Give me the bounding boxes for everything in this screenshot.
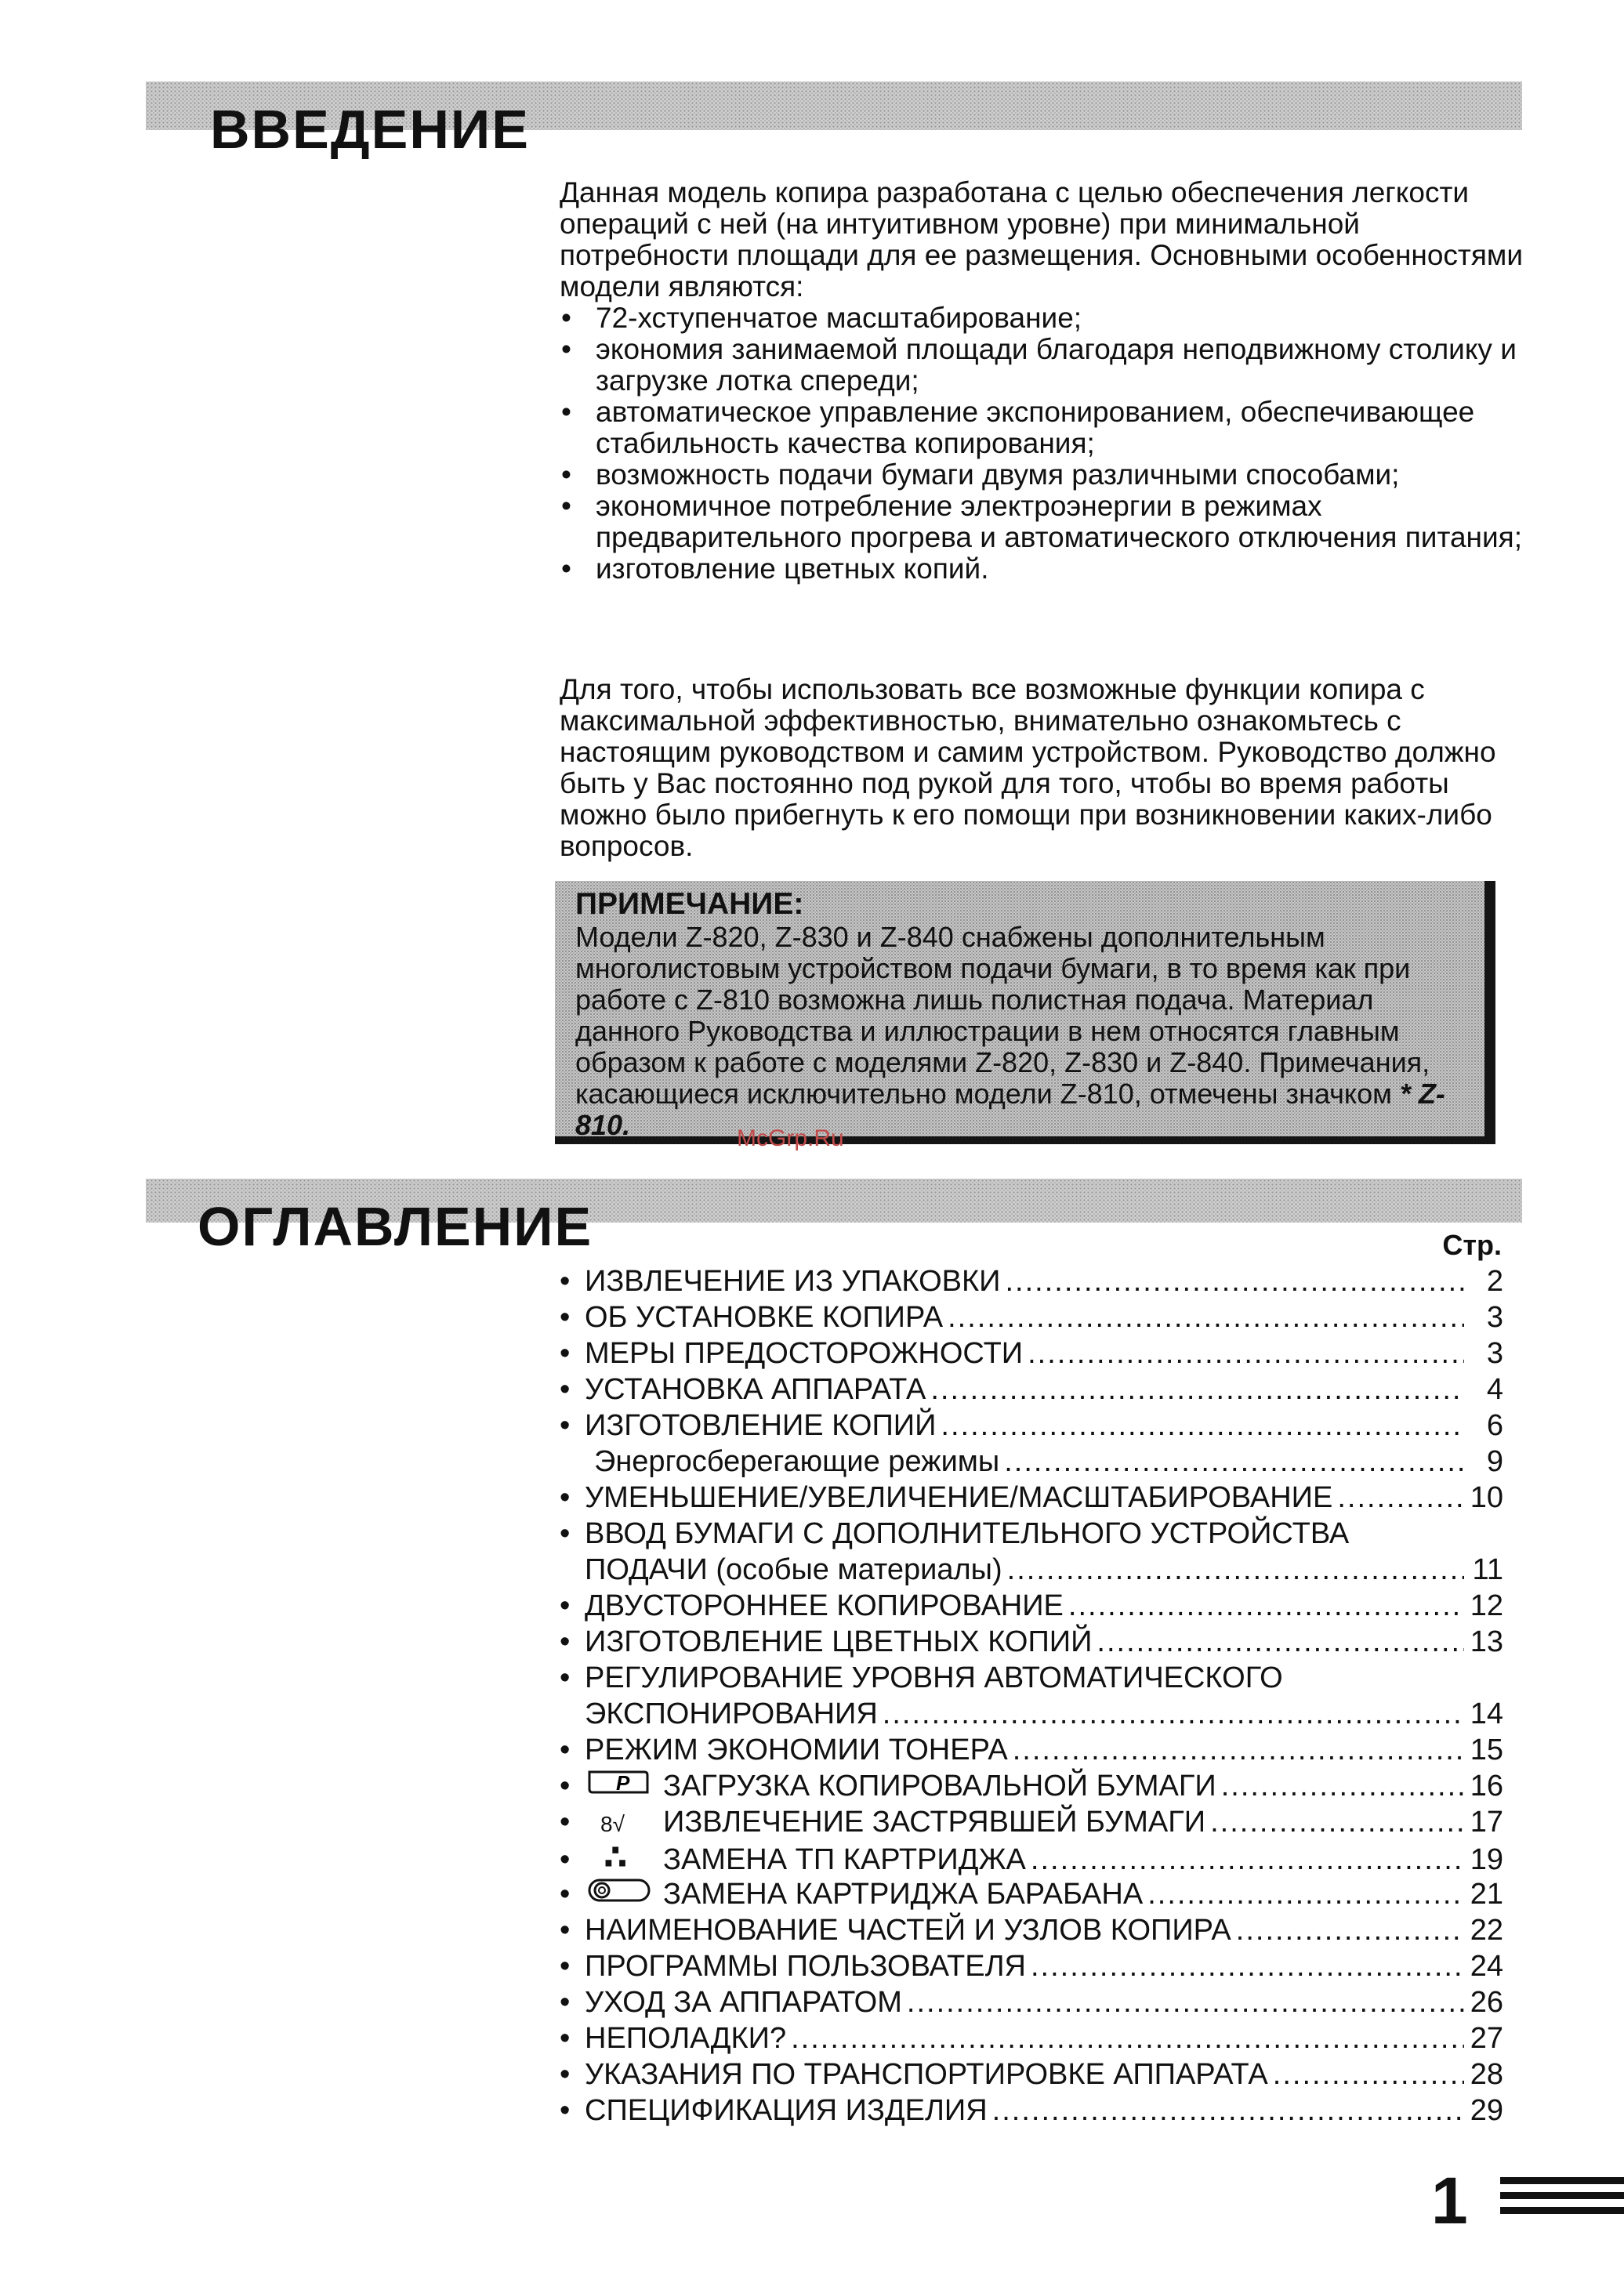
toc-item-label: ЭКСПОНИРОВАНИЯ [585, 1697, 878, 1730]
watermark: McGrp.Ru [737, 1125, 844, 1151]
intro-paragraph-2: Для того, чтобы использовать все возможные функции копира с максимальной эффективностью, внимательно ознакомьтесь с настоящим руководством и самим устройством. Руководство должно быть у Вас постоянно под рукой для того, чтобы во время работы можно было прибегнуть к его помощи при возникновении каких-либо вопросов. [560, 673, 1496, 862]
toc-item-page: 12 [1470, 1589, 1503, 1622]
toc-item-label: УМЕНЬШЕНИЕ/УВЕЛИЧЕНИЕ/МАСШТАБИРОВАНИЕ [585, 1481, 1333, 1514]
note-body: Модели Z-820, Z-830 и Z-840 снабжены дополнительным многолистовым устройством подачи бумаги, в то время как при работе с Z-810 возможна лишь полистная подача. Материал данного Руководства и иллюстрации в нем относятся главным образом к работе с моделями Z-820, Z-830 и Z-840. Примечания, касающиеся исключительно модели Z-810, отмечены значком [575, 921, 1430, 1110]
toc-item-label: ИЗГОТОВЛЕНИЕ ЦВЕТНЫХ КОПИЙ [585, 1625, 1093, 1658]
bullet: • [560, 2058, 571, 2091]
bullet: • [560, 1661, 571, 1694]
bullet: • [560, 1950, 571, 1983]
bullet: • [560, 1301, 571, 1334]
toc-item[interactable] [560, 1768, 1503, 1804]
page-edge-line [1500, 2192, 1624, 2199]
leader-dots [1004, 1444, 1464, 1480]
paper-jam-icon [585, 1806, 663, 1842]
toc-item-page: 15 [1470, 1734, 1503, 1766]
leader-dots [1221, 1768, 1464, 1804]
leader-dots [948, 1299, 1464, 1335]
toc-item-page: 16 [1470, 1770, 1503, 1803]
page-edge-line [1500, 2177, 1624, 2184]
intro-paragraph-2-block [560, 674, 1532, 862]
page-edge-marks [1500, 2177, 1624, 2222]
toc-item-label: ЗАМЕНА ТП КАРТРИДЖА [663, 1843, 1026, 1876]
toc-item-label: НАИМЕНОВАНИЕ ЧАСТЕЙ И УЗЛОВ КОПИРА [585, 1914, 1231, 1947]
leader-dots [1097, 1624, 1464, 1660]
leader-dots [992, 2092, 1464, 2129]
toc-item[interactable] [560, 2020, 1503, 2056]
page-number: 1 [1431, 2164, 1468, 2237]
toc-item[interactable] [560, 2092, 1503, 2129]
bullet: • [560, 2022, 571, 2055]
toc-item[interactable] [560, 1732, 1503, 1768]
toc-item[interactable] [560, 1948, 1503, 1984]
toc-item-label: ПРОГРАММЫ ПОЛЬЗОВАТЕЛЯ [585, 1950, 1026, 1983]
bullet: • [560, 1337, 571, 1370]
bullet: • [560, 1409, 571, 1442]
toc-item[interactable] [560, 1408, 1503, 1444]
paper-jam-icon-glyph: 8√ [600, 1812, 625, 1836]
note-box [555, 881, 1495, 1144]
page-edge-line [1500, 2207, 1624, 2214]
bullet: • [560, 1806, 571, 1839]
bullet: • [560, 2094, 571, 2127]
bullet: • [560, 1265, 571, 1298]
leader-dots [930, 1371, 1464, 1408]
bullet: • [560, 1589, 571, 1622]
toc-item[interactable] [560, 1299, 1503, 1335]
toc-item[interactable] [560, 1624, 1503, 1660]
toc-item-page: 2 [1486, 1265, 1503, 1298]
leader-dots [883, 1696, 1464, 1732]
bullet: • [560, 1878, 571, 1911]
toc-item-continuation[interactable] [560, 1696, 1503, 1732]
toc-item[interactable] [560, 1480, 1503, 1516]
leader-dots [1337, 1480, 1464, 1516]
toc-item-page: 10 [1470, 1481, 1503, 1514]
toc-item[interactable] [560, 1804, 1503, 1840]
paper-tray-icon-letter: P [616, 1771, 630, 1795]
feature-item: • возможность подачи бумаги двумя различными способами; [560, 459, 1532, 491]
toc-subitem[interactable] [560, 1444, 1503, 1480]
toc-item-continuation[interactable] [560, 1552, 1503, 1588]
leader-dots [791, 2020, 1464, 2056]
intro-lead: Данная модель копира разработана с целью обеспечения легкости операций с ней (на интуитивном уровне) при минимальной потребности площади для ее размещения. Основными особенностями модели являются: [560, 176, 1524, 303]
leader-dots [1147, 1876, 1464, 1912]
bullet: • [560, 1986, 571, 2019]
toc-item-label: УХОД ЗА АППАРАТОМ [585, 1986, 902, 2019]
toc-item-page: 9 [1486, 1445, 1503, 1478]
toc-item-page: 27 [1470, 2022, 1503, 2055]
toc-item[interactable] [560, 2056, 1503, 2092]
leader-dots [1273, 2056, 1464, 2092]
toc-item-page: 13 [1470, 1625, 1503, 1658]
toc-item-label: МЕРЫ ПРЕДОСТОРОЖНОСТИ [585, 1337, 1024, 1370]
toc-item-page: 19 [1470, 1843, 1503, 1876]
toc-item[interactable] [560, 1516, 1503, 1552]
bullet: • [560, 1517, 571, 1550]
toc-item[interactable] [560, 1840, 1503, 1876]
bullet: • [560, 1914, 571, 1947]
note-text [575, 922, 1470, 1141]
bullet: • [560, 1481, 571, 1514]
toner-icon-glyph: ∴ [604, 1839, 628, 1877]
toc-item-page: 3 [1486, 1301, 1503, 1334]
toc-item-label: УКАЗАНИЯ ПО ТРАНСПОРТИРОВКЕ АППАРАТА [585, 2058, 1268, 2091]
toc-item-label: РЕГУЛИРОВАНИЕ УРОВНЯ АВТОМАТИЧЕСКОГО [585, 1661, 1283, 1694]
leader-dots [941, 1408, 1464, 1444]
toc-item-label: НЕПОЛАДКИ? [585, 2022, 787, 2055]
leader-dots [1236, 1912, 1464, 1948]
toc-item[interactable] [560, 1984, 1503, 2020]
toc-item-page: 17 [1470, 1806, 1503, 1839]
toc-item[interactable] [560, 1876, 1503, 1912]
feature-item: • автоматическое управление экспонированием, обеспечивающее стабильность качества копирования; [560, 397, 1532, 459]
toc-item-page: 21 [1470, 1878, 1503, 1911]
toc-item[interactable] [560, 1588, 1503, 1624]
toc-item-page: 24 [1470, 1950, 1503, 1983]
leader-dots [1007, 1552, 1464, 1588]
toc-item-label: ДВУСТОРОННЕЕ КОПИРОВАНИЕ [585, 1589, 1064, 1622]
feature-item: • экономичное потребление электроэнергии в режимах предварительного прогрева и автоматического отключения питания; [560, 491, 1532, 553]
toc-item-page: 28 [1470, 2058, 1503, 2091]
toc-item-page: 14 [1470, 1697, 1503, 1730]
intro-body [560, 177, 1532, 585]
toc-item-label: ИЗВЛЕЧЕНИЕ ЗАСТРЯВШЕЙ БУМАГИ [663, 1806, 1206, 1839]
toner-icon [585, 1840, 663, 1876]
toc-item-page: 4 [1486, 1373, 1503, 1406]
toc-item-page: 22 [1470, 1914, 1503, 1947]
toc-item-label: ИЗВЛЕЧЕНИЕ ИЗ УПАКОВКИ [585, 1265, 1001, 1298]
bullet: • [560, 1625, 571, 1658]
leader-dots [1210, 1804, 1464, 1840]
leader-dots [1013, 1732, 1464, 1768]
toc-item-label: ЗАМЕНА КАРТРИДЖА БАРАБАНА [663, 1878, 1144, 1911]
feature-item: • экономия занимаемой площади благодаря неподвижному столику и загрузке лотка спереди; [560, 334, 1532, 397]
toc-item[interactable] [560, 1660, 1503, 1696]
toc-item-label: ЗАГРУЗКА КОПИРОВАЛЬНОЙ БУМАГИ [663, 1770, 1216, 1803]
leader-dots [907, 1984, 1464, 2020]
bullet: • [560, 1843, 571, 1876]
toc-item-page: 26 [1470, 1986, 1503, 2019]
leader-dots [1068, 1588, 1464, 1624]
toc-item[interactable] [560, 1263, 1503, 1299]
toc-item-label: Энергосберегающие режимы [594, 1445, 1000, 1478]
toc-item[interactable] [560, 1912, 1503, 1948]
toc-item-page: 3 [1486, 1337, 1503, 1370]
toc-list [560, 1263, 1503, 2129]
drum-icon [585, 1877, 663, 1904]
feature-list [560, 303, 1532, 585]
bullet: • [560, 1373, 571, 1406]
z810-mark: * Z-810. [575, 1078, 1445, 1141]
toc-item[interactable] [560, 1371, 1503, 1408]
bullet: • [560, 1734, 571, 1766]
toc-item-label: ПОДАЧИ (особые материалы) [585, 1553, 1002, 1586]
leader-dots [1031, 1948, 1464, 1984]
toc-item-page: 6 [1486, 1409, 1503, 1442]
toc-item-label: РЕЖИМ ЭКОНОМИИ ТОНЕРА [585, 1734, 1008, 1766]
toc-item-label: ОБ УСТАНОВКЕ КОПИРА [585, 1301, 944, 1334]
toc-item-label: ИЗГОТОВЛЕНИЕ КОПИЙ [585, 1409, 937, 1442]
toc-page-header: Стр. [1442, 1229, 1502, 1261]
toc-item-page: 11 [1472, 1553, 1503, 1586]
toc-item-label: ВВОД БУМАГИ С ДОПОЛНИТЕЛЬНОГО УСТРОЙСТВА [585, 1517, 1350, 1550]
bullet: • [560, 1770, 571, 1803]
toc-item-label: УСТАНОВКА АППАРАТА [585, 1373, 926, 1406]
leader-dots [1031, 1842, 1464, 1878]
paper-tray-icon [585, 1769, 663, 1795]
note-title: ПРИМЕЧАНИЕ: [575, 887, 804, 921]
feature-item: • изготовление цветных копий. [560, 553, 1532, 585]
toc-item[interactable] [560, 1335, 1503, 1371]
toc-item-page: 29 [1470, 2094, 1503, 2127]
toc-title: ОГЛАВЛЕНИЕ [198, 1196, 593, 1257]
leader-dots [1005, 1263, 1464, 1299]
feature-item: • 72-хступенчатое масштабирование; [560, 303, 1532, 334]
intro-title: ВВЕДЕНИЕ [210, 99, 530, 160]
leader-dots [1028, 1335, 1464, 1371]
toc-item-label: СПЕЦИФИКАЦИЯ ИЗДЕЛИЯ [585, 2094, 988, 2127]
